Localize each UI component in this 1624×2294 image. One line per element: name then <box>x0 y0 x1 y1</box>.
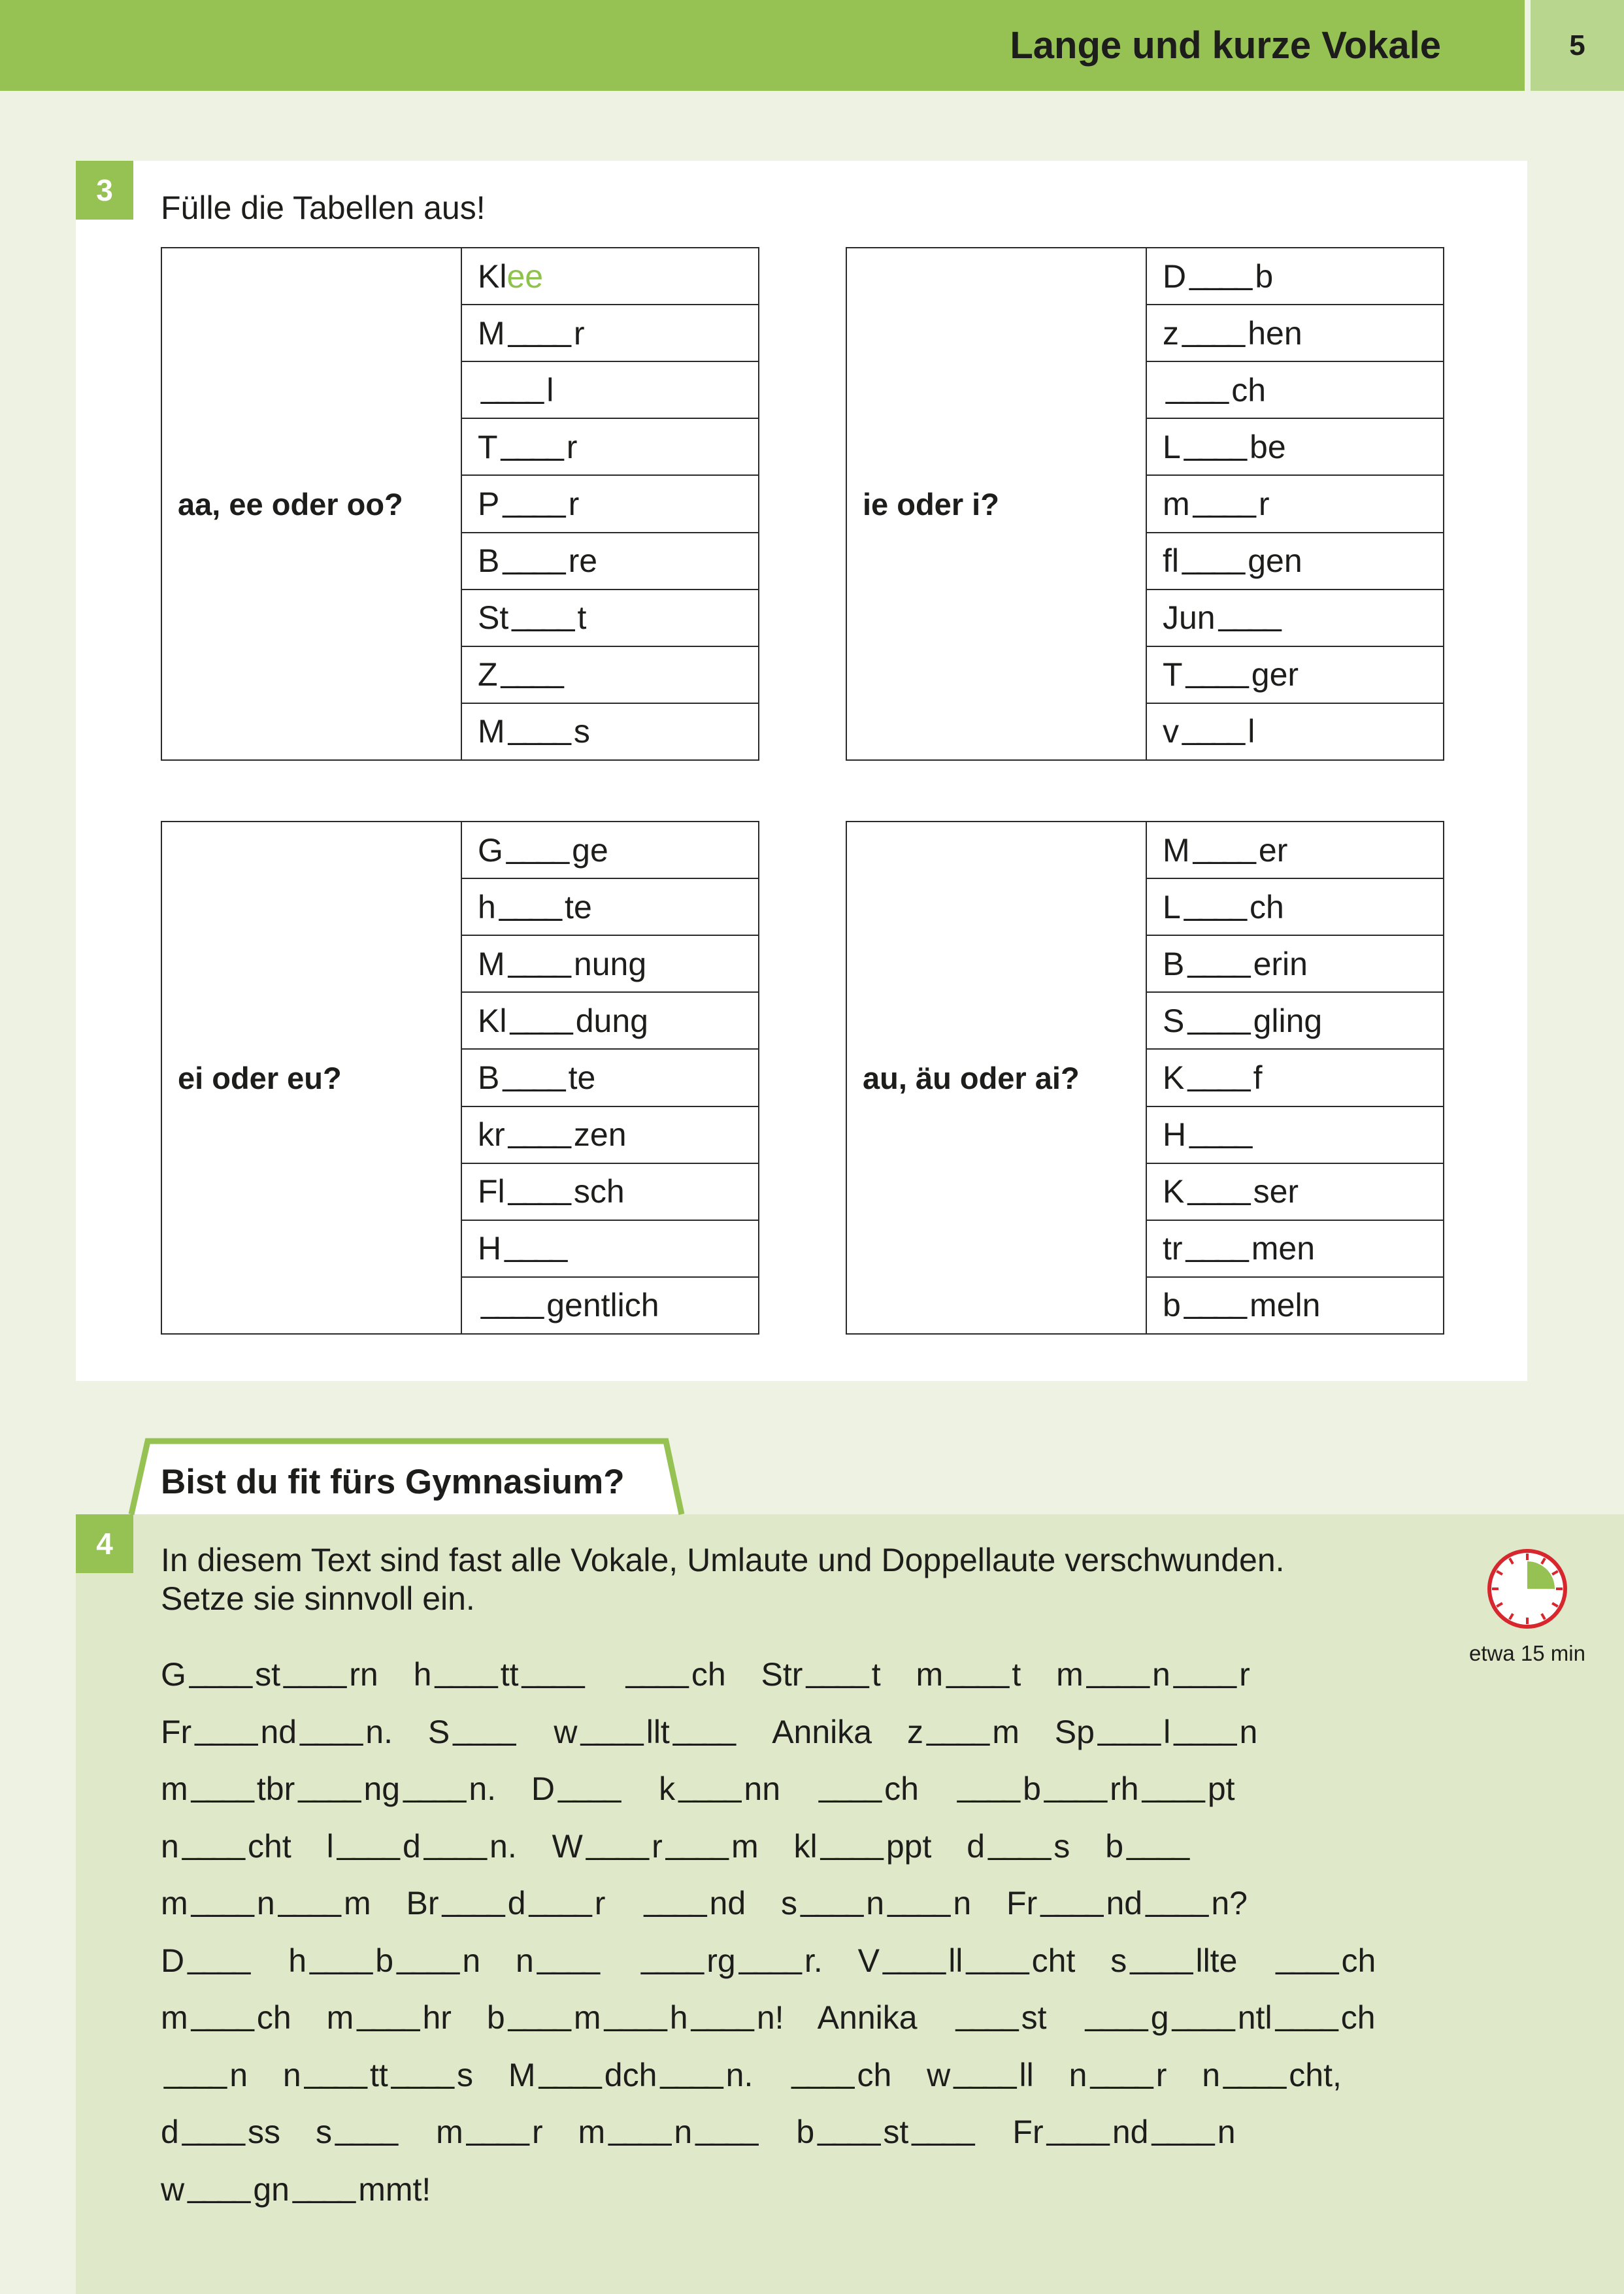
blank-line: ____ <box>1184 424 1244 461</box>
cloze-line: m ____ tbr ____ ng ____ n. D ____ k ____ nn ____ ch ____ b ____ rh ____ pt <box>161 1767 1235 1807</box>
table-cell: Kl ____ dung <box>462 993 758 1050</box>
table-cell: K ____ f <box>1147 1050 1443 1106</box>
blank-line: ____ <box>505 1226 565 1263</box>
table-word-column <box>462 822 758 1333</box>
exercise-instruction: Fülle die Tabellen aus! <box>161 190 486 226</box>
blank-line: ____ <box>644 1881 704 1918</box>
blank-line: ____ <box>608 2110 669 2146</box>
cloze-line: w ____ gn ____ mmt! <box>161 2167 431 2208</box>
blank-line: ____ <box>298 1767 358 1803</box>
blank-line: ____ <box>466 2110 526 2146</box>
blank-line: ____ <box>529 1881 589 1918</box>
table-label: au, äu oder ai? <box>847 822 1147 1333</box>
blank-line: ____ <box>1187 941 1248 978</box>
blank-line: ____ <box>1127 1823 1187 1861</box>
blank-line: ____ <box>337 1823 397 1861</box>
cloze-line: m ____ n ____ m Br ____ d ____ r ____ nd s ____ n ____ n Fr ____ nd ____ n? <box>161 1881 1248 1921</box>
table-cell: kr ____ zen <box>462 1107 758 1164</box>
blank-line: ____ <box>1174 1709 1234 1746</box>
blank-line: ____ <box>435 1652 495 1689</box>
table-cell: M ____ r <box>462 305 758 362</box>
blank-line: ____ <box>887 1881 948 1918</box>
table-cell: ____ l <box>462 362 758 419</box>
table-cell: Jun ____ <box>1147 590 1443 647</box>
table-cell: b ____ meln <box>1163 1283 1321 1324</box>
table-cell: P ____ r <box>462 476 758 533</box>
blank-line: ____ <box>503 481 563 518</box>
time-estimate: etwa 15 min <box>1469 1641 1585 1665</box>
blank-line: ____ <box>672 1709 733 1746</box>
blank-line: ____ <box>397 1938 457 1975</box>
cloze-line: ____ n n ____ tt ____ s M ____ dch ____ n. ____ ch w ____ ll n ____ r n ____ cht, <box>164 2052 1342 2093</box>
exercise-instruction <box>161 1541 1285 1618</box>
table-cell-example <box>462 248 758 305</box>
blank-line: ____ <box>503 1055 563 1092</box>
cloze-line: G ____ st ____ rn h ____ tt ____ ____ ch Str ____ t m ____ t m ____ n ____ r <box>161 1652 1250 1693</box>
blank-line: ____ <box>499 884 559 922</box>
blank-line: ____ <box>278 1881 338 1918</box>
table-word-column <box>462 248 758 759</box>
blank-line: ____ <box>1046 2110 1106 2146</box>
blank-line: ____ <box>508 1112 568 1150</box>
clock-icon <box>1485 1546 1570 1631</box>
blank-line: ____ <box>522 1652 582 1689</box>
blank-line: ____ <box>442 1881 502 1918</box>
blank-line: ____ <box>310 1938 370 1975</box>
blank-line: ____ <box>1172 1995 1232 2032</box>
blank-line: ____ <box>1086 1652 1147 1689</box>
blank-line: ____ <box>586 1823 646 1861</box>
blank-line: ____ <box>182 1823 242 1861</box>
example-answer: ee <box>506 258 544 295</box>
blank-line: ____ <box>691 1995 751 2032</box>
blank-line: ____ <box>791 2052 852 2089</box>
blank-line: ____ <box>1189 1112 1250 1150</box>
blank-line: ____ <box>1275 1995 1335 2032</box>
blank-line: ____ <box>1173 1652 1234 1689</box>
blank-line: ____ <box>660 2052 720 2089</box>
blank-line: ____ <box>191 1767 251 1803</box>
blank-line: ____ <box>1142 1767 1202 1803</box>
table-cell: h ____ te <box>462 879 758 936</box>
blank-line: ____ <box>508 310 568 348</box>
blank-line: ____ <box>506 827 567 865</box>
timer-clock-icon <box>1485 1546 1570 1631</box>
blank-line: ____ <box>335 2110 395 2146</box>
cloze-line: D ____ h ____ b ____ n n ____ ____ rg ____ r. V ____ ll ____ cht s ____ llte ____ ch <box>161 1938 1376 1979</box>
table-cell: H ____ <box>1147 1107 1443 1164</box>
blank-line: ____ <box>164 2052 224 2089</box>
example-prefix: Kl <box>478 258 507 295</box>
cloze-line: Fr ____ nd ____ n. S ____ w ____ llt ____ Annika z ____ m Sp ____ l ____ n <box>161 1709 1258 1750</box>
blank-line: ____ <box>1090 2052 1150 2089</box>
table-cell: B ____ erin <box>1147 936 1443 993</box>
blank-line: ____ <box>508 1169 568 1206</box>
blank-line: ____ <box>300 1709 360 1746</box>
blank-line: ____ <box>820 1823 880 1861</box>
blank-line: ____ <box>512 595 572 633</box>
table-cell: B ____ re <box>462 533 758 590</box>
blank-line: ____ <box>957 1767 1018 1803</box>
blank-line: ____ <box>537 1938 597 1975</box>
blank-line: ____ <box>1184 884 1244 922</box>
blank-line: ____ <box>806 1652 866 1689</box>
blank-line: ____ <box>1044 1767 1104 1803</box>
blank-line: ____ <box>1182 709 1242 746</box>
exercise-number-badge: 3 <box>76 161 133 220</box>
blank-line: ____ <box>946 1652 1006 1689</box>
blank-line: ____ <box>1130 1938 1190 1975</box>
table-cell: ____ ch <box>1147 362 1443 419</box>
blank-line: ____ <box>882 1938 943 1975</box>
blank-line: ____ <box>1097 1709 1158 1746</box>
page-number: 5 <box>1569 29 1585 61</box>
blank-line: ____ <box>1146 1881 1206 1918</box>
table-cell: L ____ ch <box>1147 879 1443 936</box>
blank-line: ____ <box>955 1995 1016 2032</box>
blank-line: ____ <box>403 1767 463 1803</box>
vowel-table-aa-ee-oo <box>161 247 759 761</box>
table-cell: Z ____ <box>462 647 758 704</box>
cloze-text <box>161 1646 1533 2218</box>
blank-line: ____ <box>501 652 561 690</box>
table-cell: T ____ ger <box>1147 647 1443 704</box>
blank-line: ____ <box>292 2167 353 2204</box>
table-cell: S ____ gling <box>1147 993 1443 1050</box>
blank-line: ____ <box>1193 481 1253 518</box>
blank-line: ____ <box>1223 2052 1284 2089</box>
blank-line: ____ <box>1187 1169 1248 1206</box>
table-label: ie oder i? <box>847 248 1147 759</box>
blank-line: ____ <box>818 2110 878 2146</box>
table-cell: v ____ l <box>1163 709 1255 750</box>
blank-line: ____ <box>926 1709 987 1746</box>
blank-line: ____ <box>1185 1226 1246 1263</box>
instruction-line: In diesem Text sind fast alle Vokale, Umlaute und Doppellaute verschwunden. <box>161 1542 1285 1578</box>
blank-line: ____ <box>539 2052 599 2089</box>
blank-line: ____ <box>695 2110 755 2146</box>
blank-line: ____ <box>188 1938 248 1975</box>
blank-line: ____ <box>665 1823 725 1861</box>
table-word-column <box>1147 822 1443 1333</box>
table-cell: M ____ nung <box>462 936 758 993</box>
blank-line: ____ <box>304 2052 364 2089</box>
cloze-line: d ____ ss s ____ m ____ r m ____ n ____ b ____ st ____ Fr ____ nd ____ n <box>161 2110 1236 2150</box>
blank-line: ____ <box>604 1995 664 2032</box>
blank-line: ____ <box>678 1767 738 1803</box>
table-cell: ____ gentlich <box>481 1283 659 1324</box>
blank-line: ____ <box>1189 254 1250 291</box>
header-bar <box>0 0 1525 91</box>
blank-line: ____ <box>191 1995 251 2032</box>
table-cell: St ____ t <box>462 590 758 647</box>
blank-line: ____ <box>1193 827 1253 865</box>
blank-line: ____ <box>481 1283 541 1320</box>
blank-line: ____ <box>1187 998 1248 1035</box>
page-title: Lange und kurze Vokale <box>1010 24 1441 67</box>
blank-line: ____ <box>1166 367 1226 405</box>
exercise-number-badge: 4 <box>76 1514 133 1573</box>
blank-line: ____ <box>188 2167 248 2204</box>
table-cell: m ____ r <box>1147 476 1443 533</box>
blank-line: ____ <box>1152 2110 1212 2146</box>
table-cell: L ____ be <box>1147 419 1443 476</box>
blank-line: ____ <box>1218 595 1278 633</box>
blank-line: ____ <box>423 1823 484 1861</box>
table-cell: D ____ b <box>1147 248 1443 305</box>
blank-line: ____ <box>391 2052 452 2089</box>
blank-line: ____ <box>1185 652 1246 690</box>
blank-line: ____ <box>508 709 568 746</box>
table-cell: Fl ____ sch <box>462 1164 758 1221</box>
blank-line: ____ <box>357 1995 417 2032</box>
table-cell: fl ____ gen <box>1147 533 1443 590</box>
table-cell: B ____ te <box>462 1050 758 1106</box>
blank-line: ____ <box>1085 1995 1145 2032</box>
vowel-table-ie-i <box>846 247 1444 761</box>
table-cell: M ____ er <box>1147 822 1443 879</box>
blank-line: ____ <box>453 1709 513 1746</box>
blank-line: ____ <box>558 1767 618 1803</box>
blank-line: ____ <box>503 539 563 576</box>
blank-line: ____ <box>953 2052 1014 2089</box>
blank-line: ____ <box>1184 1283 1244 1320</box>
vowel-table-au-aeu-ai <box>846 821 1444 1335</box>
table-label: ei oder eu? <box>162 822 462 1333</box>
cloze-line: m ____ ch m ____ hr b ____ m ____ h ____ n! Annika ____ st ____ g ____ ntl ____ ch <box>161 1995 1376 2036</box>
blank-line: ____ <box>966 1938 1026 1975</box>
cloze-line: n ____ cht l ____ d ____ n. W ____ r ____ m kl ____ ppt d ____ s b ____ <box>161 1823 1187 1865</box>
blank-line: ____ <box>988 1823 1048 1861</box>
blank-line: ____ <box>625 1652 686 1689</box>
table-cell: tr ____ men <box>1147 1221 1443 1278</box>
page-number-box <box>1531 0 1624 91</box>
blank-line: ____ <box>738 1938 799 1975</box>
blank-line: ____ <box>195 1709 255 1746</box>
blank-line: ____ <box>912 2110 972 2146</box>
blank-line: ____ <box>1182 539 1242 576</box>
blank-line: ____ <box>501 424 561 461</box>
blank-line: ____ <box>189 1652 250 1689</box>
blank-line: ____ <box>1187 1055 1248 1092</box>
vowel-table-ei-eu <box>161 821 759 1335</box>
blank-line: ____ <box>481 367 541 405</box>
blank-line: ____ <box>508 1995 568 2032</box>
blank-line: ____ <box>182 2110 242 2146</box>
blank-line: ____ <box>640 1938 701 1975</box>
table-word-column <box>1147 248 1443 759</box>
table-cell: z ____ hen <box>1147 305 1443 362</box>
instruction-line: Setze sie sinnvoll ein. <box>161 1580 475 1617</box>
blank-line: ____ <box>284 1652 344 1689</box>
table-cell: M ____ s <box>478 709 590 750</box>
blank-line: ____ <box>508 941 568 978</box>
blank-line: ____ <box>191 1881 251 1918</box>
table-cell: T ____ r <box>462 419 758 476</box>
blank-line: ____ <box>1182 310 1242 348</box>
section-title: Bist du fit fürs Gymnasium? <box>161 1463 625 1501</box>
table-cell: G ____ ge <box>462 822 758 879</box>
blank-line: ____ <box>818 1767 879 1803</box>
blank-line: ____ <box>1276 1938 1336 1975</box>
blank-line: ____ <box>510 998 570 1035</box>
table-label: aa, ee oder oo? <box>162 248 462 759</box>
blank-line: ____ <box>801 1881 861 1918</box>
blank-line: ____ <box>580 1709 640 1746</box>
blank-line: ____ <box>1040 1881 1101 1918</box>
table-cell: H ____ <box>462 1221 758 1278</box>
table-cell: K ____ ser <box>1147 1164 1443 1221</box>
